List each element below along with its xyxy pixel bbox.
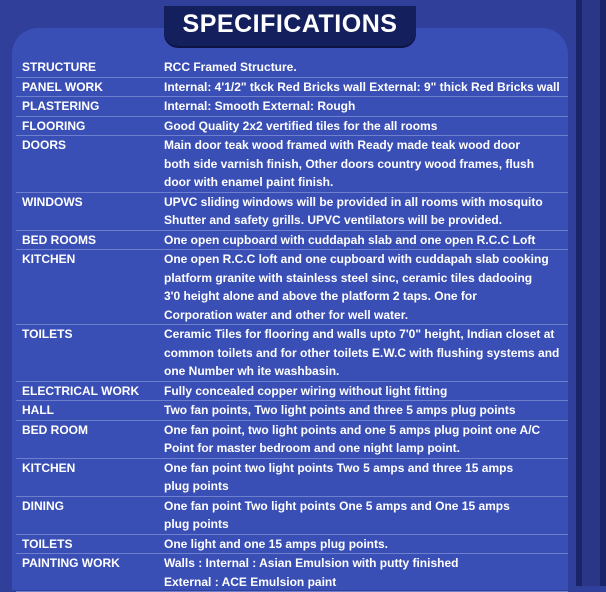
spec-value xyxy=(157,534,568,554)
page-title: SPECIFICATIONS xyxy=(182,10,398,38)
spec-row xyxy=(16,97,568,117)
specifications-table-body xyxy=(16,58,568,592)
spec-row xyxy=(16,58,568,77)
spec-row xyxy=(16,420,568,458)
spec-label: WINDOWS xyxy=(16,192,157,230)
spec-value xyxy=(157,230,568,250)
spec-value-line: UPVC sliding windows will be provided in all rooms with mosquito xyxy=(164,194,543,209)
spec-label: PLASTERING xyxy=(16,97,157,117)
spec-value-line: One fan point Two light points One 5 amps and One 15 amps xyxy=(164,498,510,513)
spec-row xyxy=(16,192,568,230)
spec-value xyxy=(157,401,568,421)
spec-value-line: Fully concealed copper wiring without light fitting xyxy=(164,383,448,398)
spec-value-line: Point for master bedroom and one night lamp point. xyxy=(164,441,461,455)
spec-value-line: One open R.C.C loft and one cupboard with cuddapah slab cooking xyxy=(164,252,549,266)
spec-row xyxy=(16,250,568,325)
spec-value-line: RCC Framed Structure. xyxy=(164,60,297,74)
spec-value-line: Two fan points, Two light points and three 5 amps plug points xyxy=(164,403,516,417)
spec-label: KITCHEN xyxy=(16,458,157,496)
title-tab xyxy=(164,6,416,46)
spec-row xyxy=(16,136,568,193)
spec-label: HALL xyxy=(16,401,157,421)
spec-label: FLOORING xyxy=(16,116,157,136)
spec-value-line: External : ACE Emulsion paint xyxy=(164,574,337,589)
right-border-inner xyxy=(582,0,600,586)
spec-label: BED ROOM xyxy=(16,420,157,458)
spec-value xyxy=(157,77,568,97)
spec-label: DINING xyxy=(16,496,157,534)
spec-label: PAINTING WORK xyxy=(16,554,157,592)
spec-value xyxy=(157,58,568,77)
spec-value xyxy=(157,136,568,193)
spec-value-line: both side varnish finish, Other doors country wood frames, flush xyxy=(164,156,535,171)
spec-label: BED ROOMS xyxy=(16,230,157,250)
spec-value-line: plug points xyxy=(164,517,229,531)
spec-value-line: One fan point, two light points and one 5 amps plug point one A/C xyxy=(164,422,541,437)
spec-value xyxy=(157,458,568,496)
spec-value xyxy=(157,250,568,325)
spec-value-line: 3'0 height alone and above the platform 2 taps. One for xyxy=(164,289,477,303)
spec-value-line: Ceramic Tiles for flooring and walls upto 7'0" height, Indian closet at xyxy=(164,327,555,341)
spec-value-line: One fan point two light points Two 5 amps and three 15 amps xyxy=(164,460,514,475)
spec-value-line: common toilets and for other toilets E.W.C with flushing systems and xyxy=(164,345,560,360)
spec-value-line: One light and one 15 amps plug points. xyxy=(164,536,389,551)
spec-value-line: one Number wh ite washbasin. xyxy=(164,364,340,378)
spec-value-line: platform granite with stainless steel sinc, ceramic tiles dadooing xyxy=(164,270,533,285)
spec-row xyxy=(16,381,568,401)
spec-label: STRUCTURE xyxy=(16,58,157,77)
spec-row xyxy=(16,401,568,421)
spec-value xyxy=(157,325,568,382)
spec-value xyxy=(157,381,568,401)
spec-label: TOILETS xyxy=(16,325,157,382)
specifications-table xyxy=(16,58,568,592)
spec-value-line: One open cupboard with cuddapah slab and one open R.C.C Loft xyxy=(164,232,536,247)
spec-row xyxy=(16,534,568,554)
spec-row xyxy=(16,77,568,97)
spec-value-line: Walls : Internal : Asian Emulsion with putty finished xyxy=(164,556,459,570)
spec-row xyxy=(16,230,568,250)
spec-value-line: Good Quality 2x2 vertified tiles for the all rooms xyxy=(164,118,438,133)
spec-value xyxy=(157,97,568,117)
spec-value xyxy=(157,192,568,230)
spec-row xyxy=(16,116,568,136)
spec-value-line: door with enamel paint finish. xyxy=(164,175,334,189)
spec-value-line: plug points xyxy=(164,479,229,493)
spec-value xyxy=(157,420,568,458)
spec-value-line: Internal: 4'1/2" tkck Red Bricks wall External: 9" thick Red Bricks wall xyxy=(164,79,560,94)
spec-label: ELECTRICAL WORK xyxy=(16,381,157,401)
spec-label: PANEL WORK xyxy=(16,77,157,97)
spec-value-line: Corporation water and other for well water. xyxy=(164,307,409,322)
spec-row xyxy=(16,325,568,382)
spec-row xyxy=(16,458,568,496)
spec-value-line: Internal: Smooth External: Rough xyxy=(164,99,356,113)
spec-row xyxy=(16,496,568,534)
spec-label: KITCHEN xyxy=(16,250,157,325)
spec-label: DOORS xyxy=(16,136,157,193)
spec-value xyxy=(157,116,568,136)
right-border-strip xyxy=(576,0,606,586)
spec-label: TOILETS xyxy=(16,534,157,554)
spec-value-line: Main door teak wood framed with Ready made teak wood door xyxy=(164,138,521,152)
spec-value xyxy=(157,496,568,534)
spec-value-line: Shutter and safety grills. UPVC ventilators will be provided. xyxy=(164,213,503,227)
